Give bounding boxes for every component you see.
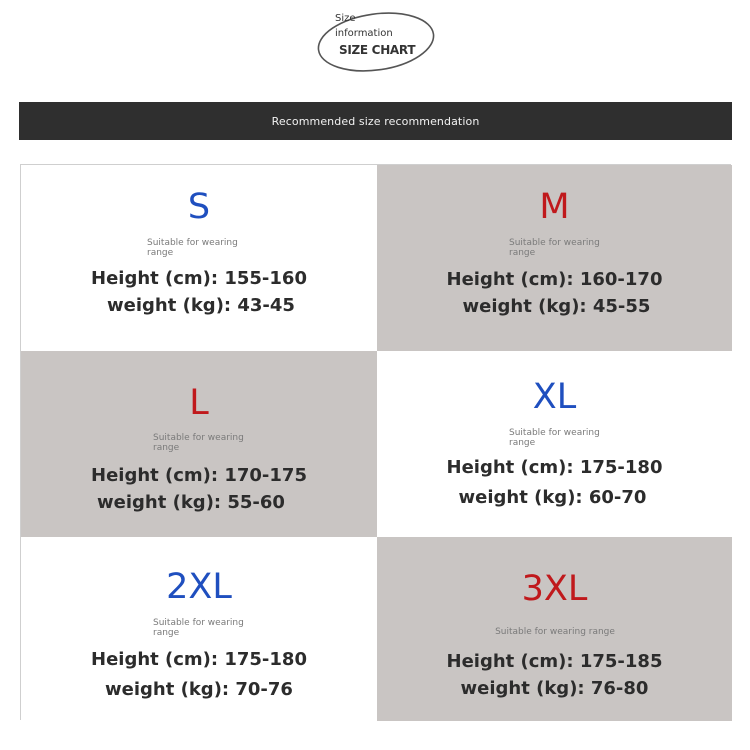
- suitable-range-caption: Suitable for wearing range: [153, 618, 244, 638]
- size-card-l: [21, 351, 377, 537]
- weight-range: weight (kg): 70-76: [105, 679, 293, 700]
- size-label: M: [539, 187, 570, 227]
- logo-line-size-chart: SIZE CHART: [339, 43, 416, 57]
- size-label: S: [187, 187, 211, 227]
- banner-text: Recommended size recommendation: [271, 114, 480, 128]
- size-card-2xl: [21, 537, 377, 721]
- recommendation-banner: [19, 102, 732, 140]
- suitable-range-caption: Suitable for wearing range: [153, 433, 244, 453]
- suitable-range-caption: Suitable for wearing range: [509, 428, 600, 448]
- suitable-range-caption: Suitable for wearing range: [495, 627, 615, 637]
- size-label: L: [189, 383, 209, 423]
- size-card-s: [21, 165, 377, 351]
- size-label: 2XL: [166, 567, 232, 607]
- weight-range: weight (kg): 43-45: [107, 295, 295, 316]
- suitable-range-caption: Suitable for wearing range: [509, 238, 600, 258]
- weight-range: weight (kg): 55-60: [97, 492, 285, 513]
- weight-range: weight (kg): 45-55: [462, 296, 651, 317]
- size-label: 3XL: [521, 569, 588, 609]
- weight-range: weight (kg): 60-70: [458, 487, 647, 508]
- logo-ellipse-icon: [314, 8, 438, 76]
- height-range: Height (cm): 175-185: [446, 651, 663, 672]
- suitable-range-caption: Suitable for wearing range: [147, 238, 238, 258]
- size-card-m: [377, 165, 732, 351]
- height-range: Height (cm): 155-160: [91, 268, 307, 289]
- size-grid: [20, 164, 731, 720]
- size-label: XL: [532, 377, 577, 417]
- size-card-xl: [377, 351, 732, 537]
- size-chart-logo: [314, 8, 438, 76]
- weight-range: weight (kg): 76-80: [460, 678, 649, 699]
- height-range: Height (cm): 175-180: [446, 457, 663, 478]
- height-range: Height (cm): 170-175: [91, 465, 307, 486]
- size-card-3xl: [377, 537, 732, 721]
- logo-line-size: Size: [335, 13, 356, 24]
- height-range: Height (cm): 160-170: [446, 269, 663, 290]
- height-range: Height (cm): 175-180: [91, 649, 307, 670]
- logo-line-information: information: [335, 28, 393, 39]
